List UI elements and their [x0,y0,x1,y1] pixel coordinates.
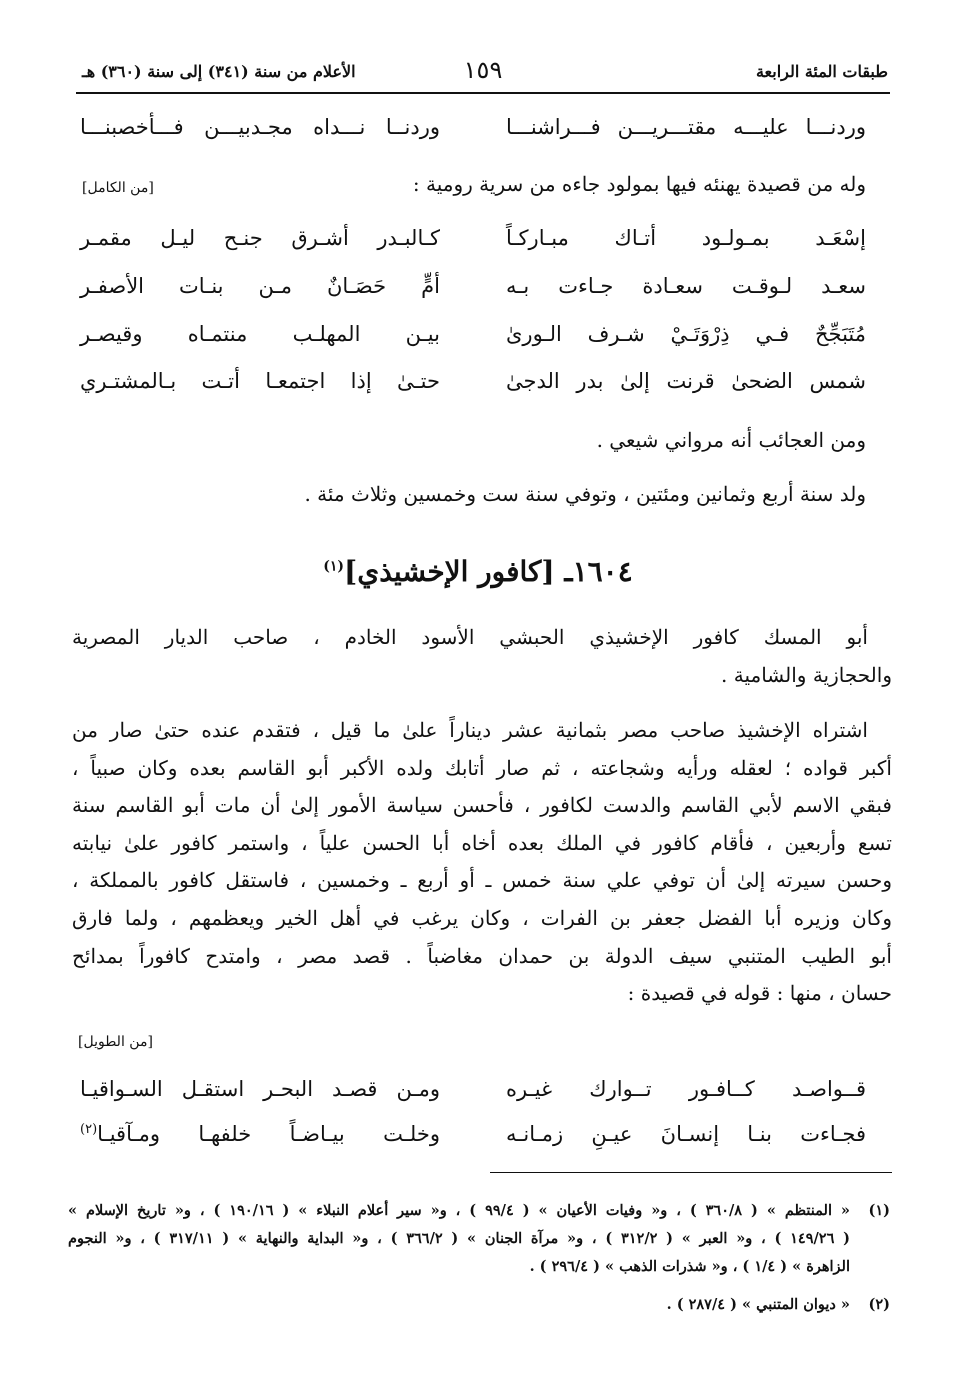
running-head-range: الأعلام من سنة (٣٤١) إلى سنة (٣٦٠) هـ [82,62,356,81]
meter-label: [من الكامل] [82,180,154,196]
birth-death-line: ولد سنة أربع وثمانين ومئتين ، وتوفي سنة ست وخمسين وثلاث مئة . [304,482,866,506]
paragraph-line: أكبر قواده ؛ لعقله ورأيه وشجاعته ، ثم صار أتابك ولده الأكبر أبو القاسم بعده وكان صبياً ، [72,755,892,780]
verse-hemistich-first: شمس الضحىٰ قرنت إلىٰ بدر الدجىٰ [506,369,866,393]
paragraph-line: والحجازية والشامية . [721,662,892,687]
footnote-number: (٢) [868,1296,890,1313]
footnote-body [68,1291,850,1319]
verse-hemistich-second: حتـىٰ إذا اجتمعـا أتـت بـالمشتـري [80,369,440,393]
footnote-body [68,1197,850,1281]
paragraph-line: حسان ، منها : قوله في قصيدة : [627,981,892,1006]
verse-hemistich-second: وردنــا نـــداه مجـدبيـــن فـــأخصبنـــا [80,115,440,139]
verse-hemistich-first: فجـاءت بنـا إنسـانَ عيـنِ زمـانـه [506,1122,866,1146]
verse-couplet [80,1122,866,1162]
verse-hemistich-first: إسْعَـد بمـولـود أتـاك مبـاركـاً [506,226,866,250]
verse-couplet [80,322,866,362]
footnote-mark: (٢) [80,1122,98,1137]
paragraph-intro [72,619,892,694]
verse-hemistich-first: وردنـــا عليـــه مقتـــريـــن فـــراشنـــا [506,115,866,139]
paragraph-line: اشتراه الإخشيذ صاحب مصر بثمانية عشر ديناراً علىٰ ما قيل ، فتقدم عنده حتىٰ صار من [72,718,868,742]
verse-couplet [80,274,866,314]
entry-title-text: ١٦٠٤ـ [كافور الإخشيذي] [344,555,633,588]
verse-couplet [80,1077,866,1117]
verse-hemistich-first: سعـد لـوقـت سعـادة جـاءت بـه [506,274,866,298]
page-number: ١٥٩ [463,56,503,84]
paragraph-biography [72,712,892,1013]
wonder-line: ومن العجائب أنه مرواني شيعي . [596,428,866,452]
footnote-number: (١) [868,1202,890,1219]
running-head-section: طبقات المئة الرابعة [755,62,888,81]
footnote-2 [68,1291,890,1321]
footnote-mark: (١) [323,558,345,575]
footnote-line: « ديوان المتنبي » ( ٢٨٧/٤ ) . [666,1296,850,1313]
footnote-1 [68,1197,890,1287]
paragraph-line: تسع وأربعين ، فأقام كافور في الملك بعده أخاه أبا الحسن علياً ، واستمر كافور علىٰ نيابته [72,830,892,855]
verse-text: وخلـت بيـاضـاً خلفهـا ومـآقيـا [97,1122,440,1146]
verse-hemistich-second: ومـن قصـد البحـر استقـل السـواقيـا [80,1077,440,1101]
verse-couplet [80,226,866,266]
footnote-rule [490,1172,892,1173]
verse-hemistich-second: كـالبـدر أشـرق جنـح ليـل مقمـر [80,226,440,250]
verse-hemistich-second [80,1122,440,1146]
footnote-line: ( ١٤٩/٢٦ ) ، و« العبر » ( ٣١٢/٢ ) ، و« مرآة الجنان » ( ٣٦٦/٢ ) ، و« البداية والنهاية » ( ٣١٧/١١ ) ، و« النجوم [68,1230,850,1247]
verse-hemistich-second: أمٍّ حَصَـانٌ مـن بنـات الأصفـر [80,274,440,298]
paragraph-line: أبو الطيب المتنبي سيف الدولة بن حمدان مغاضباً . قصد مصر ، وامتدح كافوراً بمدائح [72,943,892,968]
footnote-line: « المنتظم » ( ٣٦٠/٨ ) ، و« وفيات الأعيان » ( ٩٩/٤ ) ، و« سير أعلام النبلاء » ( ١٩٠/١٦ ) ، و« تاريخ الإسلام » [68,1202,850,1219]
paragraph-line: فبقي الاسم لأبي القاسم والدست لكافور ، فأحسن سياسة الأمور إلىٰ أن مات أبو القاسم سنة [72,793,892,818]
footnote-line: الزاهرة » ( ١/٤ ) ، و« شذرات الذهب » ( ٢٩٦/٤ ) . [529,1258,850,1275]
meter-label: [من الطويل] [78,1034,153,1050]
verse-hemistich-first: مُتَبَجِّحٌ فـي ذِرْوَتَـيْ شـرف الـورىٰ [506,322,866,346]
paragraph-line: وكان وزيره أبا الفضل جعفر بن الفرات ، وكان يرغب في أهل الخير ويعظمهم ، ولما فارق [72,905,892,930]
paragraph-line: وحسن سيرته إلىٰ أن توفي علي سنة خمس ـ أو أربع ـ وخمسين ، فاستقل كافور بالمملكة ، [72,868,892,893]
paragraph-line: أبو المسك كافور الإخشيذي الحبشي الأسود الخادم ، صاحب الديار المصرية [72,625,868,649]
verse-hemistich-first: قــواصـد كــافـور تــوارك غيـره [506,1077,866,1101]
entry-title [0,555,956,588]
intro-line: وله من قصيدة يهنئه فيها بمولود جاءه من سرية رومية : [412,172,866,196]
header-rule [76,92,890,94]
verse-couplet [80,369,866,409]
verse-couplet [80,115,866,155]
verse-hemistich-second: بيـن المهلـب منتمـاه وقيصـر [80,322,440,346]
